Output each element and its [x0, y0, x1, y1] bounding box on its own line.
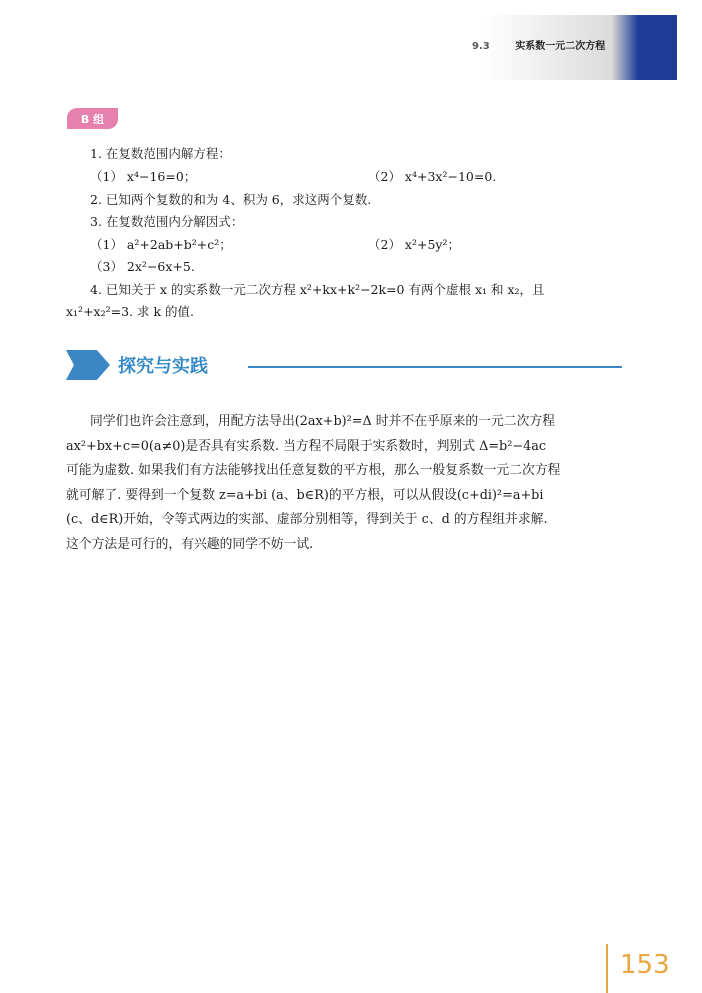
- header-section-number: 9.3: [472, 41, 490, 52]
- folio-divider: [606, 944, 608, 993]
- section-title: 探究与实践: [118, 356, 208, 377]
- section-arrow-icon: [66, 350, 110, 380]
- paragraph-line: 这个方法是可行的，有兴趣的同学不妨一试.: [66, 536, 314, 552]
- exercise-1b: （2） x⁴+3x²−10=0.: [368, 169, 497, 184]
- paragraph-line: 就可解了. 要得到一个复数 z=a+bi (a、b∈R)的平方根，可以从假设(c+di)²=a+bi: [66, 487, 544, 503]
- section-rule: [248, 366, 622, 368]
- paragraph-line: ax²+bx+c=0(a≠0)是否具有实系数. 当方程不局限于实系数时，判别式 Δ=b²−4ac: [66, 438, 547, 454]
- paragraph-line: 同学们也许会注意到，用配方法导出(2ax+b)²=Δ 时并不在乎原来的一元二次方程: [90, 414, 555, 429]
- running-header: [472, 37, 605, 52]
- exercise-4-cont: x₁²+x₂²=3. 求 k 的值.: [66, 304, 194, 319]
- paragraph-line: 可能为虚数. 如果我们有方法能够找出任意复数的平方根，那么一般复系数一元二次方程: [66, 463, 561, 478]
- exercise-1: 1. 在复数范围内解方程：: [90, 146, 231, 161]
- exercise-3c: （3） 2x²−6x+5.: [90, 259, 195, 274]
- exercise-4: 4. 已知关于 x 的实系数一元二次方程 x²+kx+k²−2k=0 有两个虚根 x₁ 和 x₂，且: [90, 282, 545, 297]
- exercise-3b: （2） x²+5y²；: [368, 237, 460, 252]
- page-number: 153: [620, 950, 670, 980]
- header-section-title: 实系数一元二次方程: [515, 41, 606, 52]
- explore-paragraph: [66, 410, 626, 557]
- exercise-3: 3. 在复数范围内分解因式：: [90, 214, 244, 229]
- group-tag: B 组: [67, 108, 118, 129]
- exercise-1a: （1） x⁴−16=0；: [90, 169, 197, 184]
- paragraph-line: (c、d∈R)开始，令等式两边的实部、虚部分别相等，得到关于 c、d 的方程组并求解.: [66, 512, 548, 527]
- exercise-2: 2. 已知两个复数的和为 4、积为 6，求这两个复数.: [90, 192, 372, 207]
- exercise-3a: （1） a²+2ab+b²+c²；: [90, 237, 232, 252]
- header-accent-bar: [612, 15, 677, 80]
